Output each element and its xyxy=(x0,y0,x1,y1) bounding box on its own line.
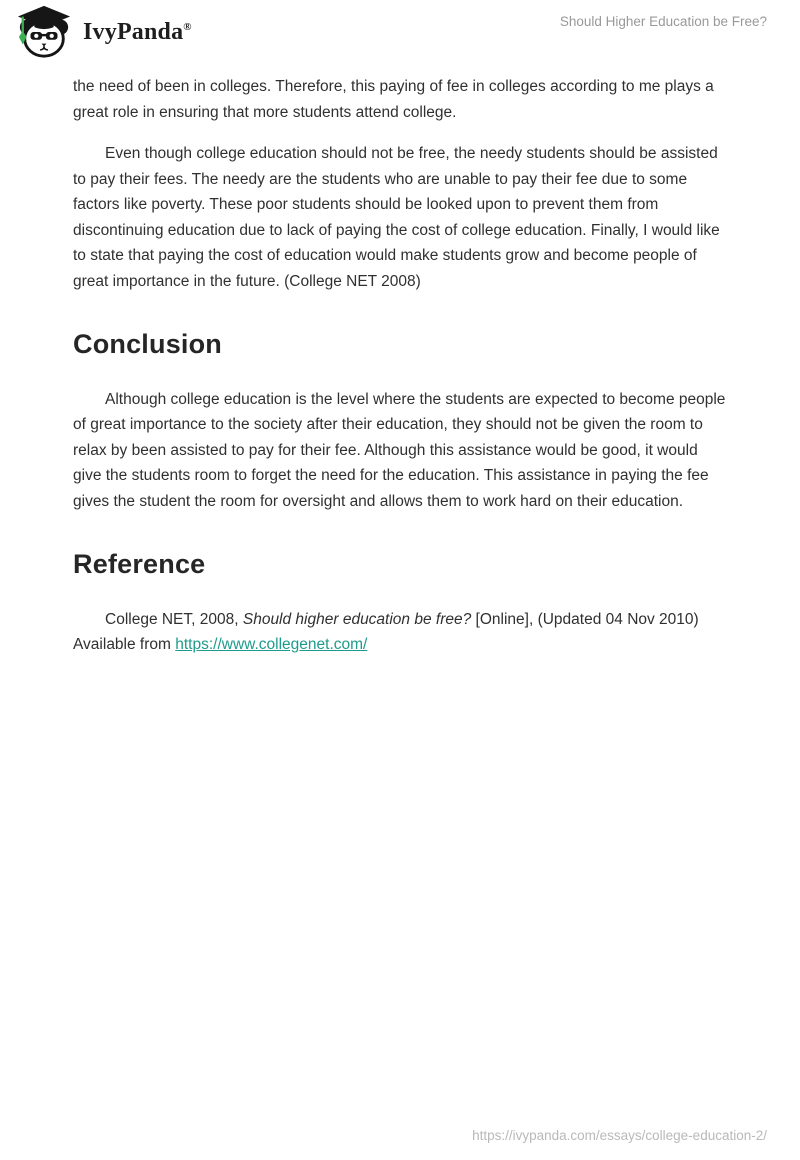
paragraph-continuation: the need of been in colleges. Therefore, this paying of fee in colleges according to me plays a great role in ensuring that more students attend college. xyxy=(73,78,714,121)
panda-graduate-icon xyxy=(13,4,75,60)
reference-link[interactable]: https://www.collegenet.com/ xyxy=(175,636,368,653)
source-url: https://ivypanda.com/essays/college-education-2/ xyxy=(472,1128,767,1143)
reference-middle: [Online], (Updated 04 Nov 2010) Available from xyxy=(73,610,699,653)
reference-work-title: Should higher education be free? xyxy=(242,610,472,628)
reference-prefix: College NET, 2008, xyxy=(105,610,243,628)
brand-name: IvyPanda® xyxy=(83,18,192,45)
page-header xyxy=(0,0,800,64)
paragraph-body: Even though college education should not be free, the needy students should be assisted to pay their fees. The needy are the students who are unable to pay their fee due to some factors like poverty. These poor students should be looked upon to prevent them from discontinuing education due to lack of paying the cost of college education. Finally, I would like to state that paying the cost of education would make students grow and become people of great importance in the future. (College NET 2008) xyxy=(73,145,720,290)
registered-mark: ® xyxy=(183,20,192,33)
conclusion-paragraph: Although college education is the level where the students are expected to become people of great importance to the society after their education, they should not be given the room to relax by been assisted to pay for their fee. Although this assistance would be good, it would give the students room to forget the need for the education. This assistance in paying the fee gives the student the room for oversight and allows them to work hard on their education. xyxy=(73,390,726,510)
document-title: Should Higher Education be Free? xyxy=(559,14,767,29)
essay-content xyxy=(0,64,800,658)
reference-heading: Reference xyxy=(73,549,206,579)
reference-entry xyxy=(73,607,727,658)
conclusion-heading: Conclusion xyxy=(73,329,222,359)
ivypanda-logo xyxy=(13,4,192,60)
